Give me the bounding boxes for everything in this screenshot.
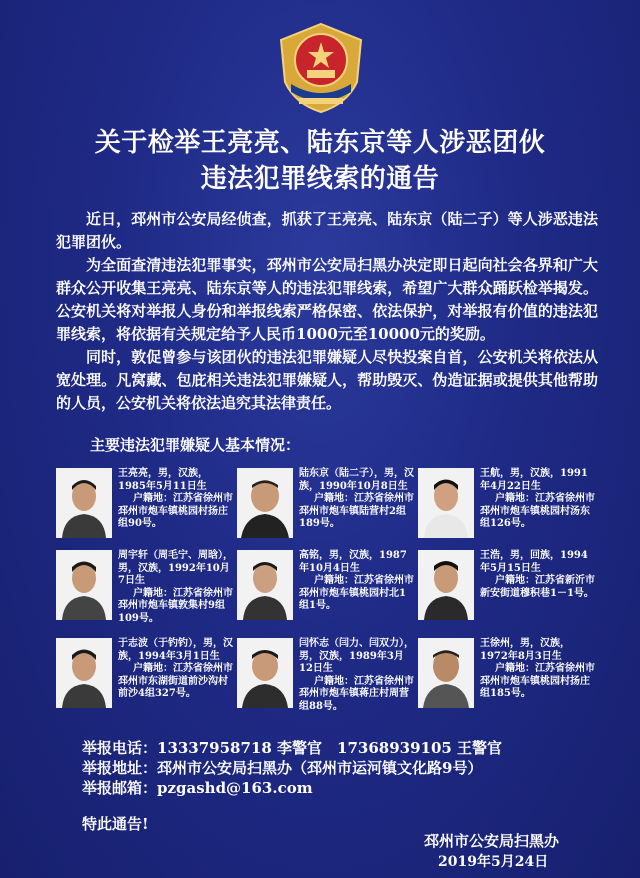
suspect-card — [418, 468, 598, 548]
suspect-card — [56, 468, 236, 548]
suspect-address-line: 户籍地：江苏省新沂市新安街道穆积巷1－1号。 — [480, 575, 595, 599]
suspect-photo — [237, 550, 293, 620]
suspect-info — [299, 468, 415, 531]
suspect-info — [118, 468, 234, 531]
paragraph-1-text: 近日，邳州市公安局经侦查，抓获了王亮亮、陆东京（陆二子）等人涉恶违法犯罪团伙。 — [56, 210, 598, 251]
suspect-name-line: 陆东京（陆二子），男，汉族，1990年10月8日生 — [299, 468, 414, 492]
paragraph-2-text: 为全面查清违法犯罪事实，邳州市公安局扫黑办决定即日起向社会各界和广大群众公开收集王亮亮、陆东京等人的违法犯罪线索，希望广大群众踊跃检举揭发。公安机关将对举报人身份和举报线索严格保密、依法保护，对举报有价值的违法犯罪线索，将依据有关规定给予人民币1000元至10000元的奖励。 — [56, 256, 598, 343]
suspect-address-line: 户籍地：江苏省徐州市邳州市东湖街道前沙沟村前沙4组327号。 — [118, 663, 233, 699]
police-emblem-icon — [277, 22, 365, 114]
report-email: 举报邮箱：pzgashd@163.com — [82, 779, 313, 797]
report-phone: 举报电话：13337958718 李警官 17368939105 王警官 — [82, 739, 503, 757]
report-address: 举报地址：邳州市公安局扫黑办（邳州市运河镇文化路9号） — [82, 759, 483, 777]
suspect-name-line: 王亮亮，男，汉族，1985年5月11日生 — [118, 468, 208, 492]
issuing-authority: 邳州市公安局扫黑办 — [424, 832, 560, 850]
suspect-name-line: 闫怀志（闫力、闫双力），男，汉族，1989年3月12日生 — [299, 638, 414, 674]
suspect-photo — [237, 638, 293, 708]
suspects-heading: 主要违法犯罪嫌疑人基本情况： — [90, 436, 301, 454]
suspect-name-line: 高铭，男，汉族，1987年10月4日生 — [299, 550, 407, 574]
suspect-info — [299, 550, 415, 613]
suspect-card — [237, 468, 417, 548]
notice-title-line2: 违法犯罪线索的通告 — [200, 164, 440, 194]
suspect-card — [418, 638, 598, 718]
suspect-card — [56, 638, 236, 718]
closing-statement: 特此通告! — [82, 815, 149, 833]
suspect-address-line: 户籍地：江苏省徐州市邳州市炮车镇桃园村扬庄组185号。 — [480, 663, 595, 699]
suspect-info — [299, 638, 415, 713]
suspect-address-line: 户籍地：江苏省徐州市邳州市炮车镇桃园村扬庄组90号。 — [118, 493, 233, 529]
suspect-photo — [237, 468, 293, 538]
suspect-address-line: 户籍地：江苏省徐州市邳州市炮车镇陆营村2组189号。 — [299, 493, 414, 529]
suspect-name-line: 于志波（于钓钓），男，汉族，1994年3月1日生 — [118, 638, 233, 662]
notice-title-line1: 关于检举王亮亮、陆东京等人涉恶团伙 — [94, 128, 546, 158]
suspect-name-line: 王航，男，汉族，1991年4月22日生 — [480, 468, 588, 492]
suspect-info — [118, 638, 234, 701]
suspect-address-line: 户籍地：江苏省徐州市邳州市炮车镇桃园村北1组1号。 — [299, 575, 414, 611]
suspect-info — [480, 638, 596, 701]
suspect-photo — [418, 468, 474, 538]
paragraph-3 — [56, 346, 598, 415]
suspect-info — [118, 550, 234, 625]
suspect-address-line: 户籍地：江苏省徐州市邳州市炮车镇敦集村9组109号。 — [118, 587, 233, 624]
suspect-info — [480, 550, 596, 600]
suspect-photo — [418, 638, 474, 708]
paragraph-1 — [56, 208, 598, 254]
suspect-card — [237, 550, 417, 630]
suspect-name-line: 周宇轩（周毛宁、周晗），男，汉族，1992年10月7日生 — [118, 550, 233, 586]
suspect-photo — [56, 550, 112, 620]
suspect-card — [237, 638, 417, 718]
suspect-info — [480, 468, 596, 531]
suspect-name-line: 王浩，男，回族，1994年5月15日生 — [480, 550, 588, 574]
paragraph-2 — [56, 254, 598, 346]
suspect-photo — [56, 468, 112, 538]
suspect-address-line: 户籍地：江苏省徐州市邳州市炮车镇蒋庄村周营组88号。 — [299, 675, 414, 712]
paragraph-3-text: 同时，敦促曾参与该团伙的违法犯罪嫌疑人尽快投案自首，公安机关将依法从宽处理。凡窝藏、包庇相关违法犯罪嫌疑人，帮助毁灭、伪造证据或提供其他帮助的人员，公安机关将依法追究其法律责任。 — [56, 348, 598, 412]
issue-date: 2019年5月24日 — [438, 854, 549, 870]
suspect-card — [418, 550, 598, 630]
suspect-photo — [418, 550, 474, 620]
suspect-name-line: 王徐州，男，汉族，1972年8月3日生 — [480, 638, 570, 662]
suspect-photo — [56, 638, 112, 708]
suspect-address-line: 户籍地：江苏省徐州市邳州市炮车镇桃园村汤东组126号。 — [480, 493, 595, 529]
suspect-card — [56, 550, 236, 630]
